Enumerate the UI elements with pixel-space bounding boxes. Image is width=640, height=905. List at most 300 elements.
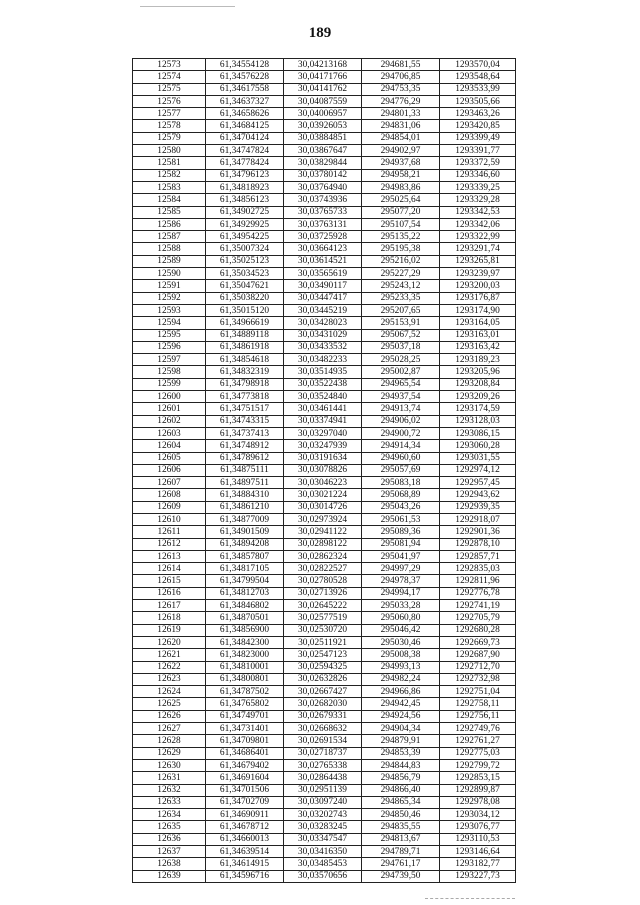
longitude-cell: 30,03725928	[284, 231, 362, 243]
y-coordinate-cell: 1293570,04	[440, 59, 516, 71]
table-row	[133, 587, 516, 599]
x-coordinate-cell: 294753,35	[362, 83, 440, 95]
x-coordinate-cell: 294900,72	[362, 427, 440, 439]
point-number-cell: 12605	[133, 452, 206, 464]
latitude-cell: 61,34817105	[206, 563, 284, 575]
point-number-cell: 12610	[133, 513, 206, 525]
latitude-cell: 61,34842300	[206, 636, 284, 648]
y-coordinate-cell: 1292687,90	[440, 649, 516, 661]
longitude-cell: 30,03297040	[284, 427, 362, 439]
x-coordinate-cell: 295043,26	[362, 501, 440, 513]
y-coordinate-cell: 1293420,85	[440, 120, 516, 132]
x-coordinate-cell: 294879,91	[362, 735, 440, 747]
latitude-cell: 61,34857807	[206, 550, 284, 562]
point-number-cell: 12607	[133, 477, 206, 489]
table-row	[133, 391, 516, 403]
y-coordinate-cell: 1292943,62	[440, 489, 516, 501]
table-row	[133, 145, 516, 157]
point-number-cell: 12593	[133, 304, 206, 316]
table-row	[133, 833, 516, 845]
table-row	[133, 636, 516, 648]
latitude-cell: 61,34731401	[206, 723, 284, 735]
point-number-cell: 12589	[133, 255, 206, 267]
point-number-cell: 12608	[133, 489, 206, 501]
point-number-cell: 12629	[133, 747, 206, 759]
point-number-cell: 12631	[133, 772, 206, 784]
latitude-cell: 61,34749701	[206, 710, 284, 722]
x-coordinate-cell: 294856,79	[362, 772, 440, 784]
table-row	[133, 796, 516, 808]
longitude-cell: 30,03570656	[284, 870, 362, 882]
table-row	[133, 317, 516, 329]
y-coordinate-cell: 1292669,73	[440, 636, 516, 648]
longitude-cell: 30,02511921	[284, 636, 362, 648]
latitude-cell: 61,34875111	[206, 464, 284, 476]
y-coordinate-cell: 1292761,27	[440, 735, 516, 747]
point-number-cell: 12628	[133, 735, 206, 747]
longitude-cell: 30,03763131	[284, 218, 362, 230]
latitude-cell: 61,34748912	[206, 440, 284, 452]
point-number-cell: 12614	[133, 563, 206, 575]
point-number-cell: 12617	[133, 600, 206, 612]
table-row	[133, 440, 516, 452]
x-coordinate-cell: 295028,25	[362, 354, 440, 366]
x-coordinate-cell: 294813,67	[362, 833, 440, 845]
longitude-cell: 30,04006957	[284, 108, 362, 120]
longitude-cell: 30,03428023	[284, 317, 362, 329]
latitude-cell: 61,34823000	[206, 649, 284, 661]
x-coordinate-cell: 294978,37	[362, 575, 440, 587]
point-number-cell: 12590	[133, 268, 206, 280]
table-row	[133, 243, 516, 255]
latitude-cell: 61,34617558	[206, 83, 284, 95]
y-coordinate-cell: 1293163,42	[440, 341, 516, 353]
y-coordinate-cell: 1293533,99	[440, 83, 516, 95]
longitude-cell: 30,03664123	[284, 243, 362, 255]
point-number-cell: 12577	[133, 108, 206, 120]
latitude-cell: 61,34765802	[206, 698, 284, 710]
latitude-cell: 61,34576228	[206, 71, 284, 83]
coordinates-table	[132, 58, 516, 883]
x-coordinate-cell: 295068,89	[362, 489, 440, 501]
latitude-cell: 61,34678712	[206, 821, 284, 833]
table-row	[133, 415, 516, 427]
table-row	[133, 563, 516, 575]
point-number-cell: 12582	[133, 169, 206, 181]
latitude-cell: 61,34789612	[206, 452, 284, 464]
y-coordinate-cell: 1293110,53	[440, 833, 516, 845]
point-number-cell: 12579	[133, 132, 206, 144]
latitude-cell: 61,34660013	[206, 833, 284, 845]
latitude-cell: 61,35047621	[206, 280, 284, 292]
x-coordinate-cell: 295046,42	[362, 624, 440, 636]
latitude-cell: 61,34639514	[206, 846, 284, 858]
y-coordinate-cell: 1293505,66	[440, 95, 516, 107]
longitude-cell: 30,02862324	[284, 550, 362, 562]
x-coordinate-cell: 294902,97	[362, 145, 440, 157]
longitude-cell: 30,03743936	[284, 194, 362, 206]
latitude-cell: 61,35025123	[206, 255, 284, 267]
y-coordinate-cell: 1293399,49	[440, 132, 516, 144]
x-coordinate-cell: 294997,29	[362, 563, 440, 575]
y-coordinate-cell: 1293086,15	[440, 427, 516, 439]
longitude-cell: 30,03247939	[284, 440, 362, 452]
point-number-cell: 12580	[133, 145, 206, 157]
point-number-cell: 12620	[133, 636, 206, 648]
y-coordinate-cell: 1293189,23	[440, 354, 516, 366]
x-coordinate-cell: 295243,12	[362, 280, 440, 292]
y-coordinate-cell: 1292680,28	[440, 624, 516, 636]
latitude-cell: 61,34856900	[206, 624, 284, 636]
x-coordinate-cell: 294853,39	[362, 747, 440, 759]
longitude-cell: 30,04171766	[284, 71, 362, 83]
bottom-rule	[425, 898, 515, 899]
y-coordinate-cell: 1292901,36	[440, 526, 516, 538]
y-coordinate-cell: 1293164,05	[440, 317, 516, 329]
y-coordinate-cell: 1293146,64	[440, 846, 516, 858]
table-row	[133, 366, 516, 378]
longitude-cell: 30,03202743	[284, 809, 362, 821]
y-coordinate-cell: 1293031,55	[440, 452, 516, 464]
table-row	[133, 624, 516, 636]
longitude-cell: 30,02594325	[284, 661, 362, 673]
point-number-cell: 12578	[133, 120, 206, 132]
table-row	[133, 132, 516, 144]
x-coordinate-cell: 294993,13	[362, 661, 440, 673]
longitude-cell: 30,03867647	[284, 145, 362, 157]
latitude-cell: 61,34743315	[206, 415, 284, 427]
table-row	[133, 772, 516, 784]
longitude-cell: 30,02667427	[284, 686, 362, 698]
point-number-cell: 12632	[133, 784, 206, 796]
y-coordinate-cell: 1292749,76	[440, 723, 516, 735]
longitude-cell: 30,02941122	[284, 526, 362, 538]
longitude-cell: 30,03764940	[284, 181, 362, 193]
latitude-cell: 61,34690911	[206, 809, 284, 821]
point-number-cell: 12575	[133, 83, 206, 95]
latitude-cell: 61,34894208	[206, 538, 284, 550]
x-coordinate-cell: 295107,54	[362, 218, 440, 230]
x-coordinate-cell: 294914,34	[362, 440, 440, 452]
y-coordinate-cell: 1293174,59	[440, 403, 516, 415]
coordinates-table-body	[133, 59, 516, 883]
latitude-cell: 61,34861918	[206, 341, 284, 353]
latitude-cell: 61,34954225	[206, 231, 284, 243]
longitude-cell: 30,03490117	[284, 280, 362, 292]
table-row	[133, 649, 516, 661]
table-row	[133, 120, 516, 132]
longitude-cell: 30,04213168	[284, 59, 362, 71]
longitude-cell: 30,03829844	[284, 157, 362, 169]
x-coordinate-cell: 295060,80	[362, 612, 440, 624]
latitude-cell: 61,34861210	[206, 501, 284, 513]
y-coordinate-cell: 1293200,03	[440, 280, 516, 292]
y-coordinate-cell: 1292751,04	[440, 686, 516, 698]
table-row	[133, 600, 516, 612]
table-row	[133, 83, 516, 95]
latitude-cell: 61,35034523	[206, 268, 284, 280]
table-row	[133, 612, 516, 624]
table-row	[133, 169, 516, 181]
table-row	[133, 206, 516, 218]
latitude-cell: 61,35038220	[206, 292, 284, 304]
latitude-cell: 61,34637327	[206, 95, 284, 107]
longitude-cell: 30,02645222	[284, 600, 362, 612]
table-row	[133, 452, 516, 464]
longitude-cell: 30,02668632	[284, 723, 362, 735]
table-row	[133, 378, 516, 390]
latitude-cell: 61,34929925	[206, 218, 284, 230]
latitude-cell: 61,34704124	[206, 132, 284, 144]
point-number-cell: 12596	[133, 341, 206, 353]
x-coordinate-cell: 295008,38	[362, 649, 440, 661]
x-coordinate-cell: 295025,64	[362, 194, 440, 206]
x-coordinate-cell: 294904,34	[362, 723, 440, 735]
x-coordinate-cell: 294924,56	[362, 710, 440, 722]
longitude-cell: 30,03926053	[284, 120, 362, 132]
y-coordinate-cell: 1293205,96	[440, 366, 516, 378]
longitude-cell: 30,04141762	[284, 83, 362, 95]
latitude-cell: 61,34773818	[206, 391, 284, 403]
x-coordinate-cell: 295207,65	[362, 304, 440, 316]
latitude-cell: 61,34901509	[206, 526, 284, 538]
y-coordinate-cell: 1293209,26	[440, 391, 516, 403]
y-coordinate-cell: 1293265,81	[440, 255, 516, 267]
x-coordinate-cell: 294776,29	[362, 95, 440, 107]
table-row	[133, 710, 516, 722]
latitude-cell: 61,34778424	[206, 157, 284, 169]
point-number-cell: 12638	[133, 858, 206, 870]
x-coordinate-cell: 295041,97	[362, 550, 440, 562]
x-coordinate-cell: 294835,55	[362, 821, 440, 833]
table-row	[133, 157, 516, 169]
longitude-cell: 30,03014726	[284, 501, 362, 513]
table-row	[133, 181, 516, 193]
x-coordinate-cell: 295083,18	[362, 477, 440, 489]
y-coordinate-cell: 1292758,11	[440, 698, 516, 710]
point-number-cell: 12573	[133, 59, 206, 71]
y-coordinate-cell: 1292835,03	[440, 563, 516, 575]
x-coordinate-cell: 294965,54	[362, 378, 440, 390]
longitude-cell: 30,03780142	[284, 169, 362, 181]
y-coordinate-cell: 1292776,78	[440, 587, 516, 599]
point-number-cell: 12588	[133, 243, 206, 255]
table-row	[133, 686, 516, 698]
y-coordinate-cell: 1292853,15	[440, 772, 516, 784]
longitude-cell: 30,03433532	[284, 341, 362, 353]
y-coordinate-cell: 1293227,73	[440, 870, 516, 882]
x-coordinate-cell: 294966,86	[362, 686, 440, 698]
point-number-cell: 12622	[133, 661, 206, 673]
latitude-cell: 61,34818923	[206, 181, 284, 193]
latitude-cell: 61,35015120	[206, 304, 284, 316]
point-number-cell: 12627	[133, 723, 206, 735]
table-row	[133, 329, 516, 341]
table-row	[133, 698, 516, 710]
longitude-cell: 30,03514935	[284, 366, 362, 378]
table-row	[133, 280, 516, 292]
x-coordinate-cell: 294994,17	[362, 587, 440, 599]
table-row	[133, 59, 516, 71]
x-coordinate-cell: 295030,46	[362, 636, 440, 648]
x-coordinate-cell: 295061,53	[362, 513, 440, 525]
point-number-cell: 12591	[133, 280, 206, 292]
x-coordinate-cell: 295135,22	[362, 231, 440, 243]
point-number-cell: 12602	[133, 415, 206, 427]
latitude-cell: 61,34812703	[206, 587, 284, 599]
longitude-cell: 30,03765733	[284, 206, 362, 218]
x-coordinate-cell: 294983,86	[362, 181, 440, 193]
longitude-cell: 30,02713926	[284, 587, 362, 599]
longitude-cell: 30,03374941	[284, 415, 362, 427]
y-coordinate-cell: 1292811,96	[440, 575, 516, 587]
latitude-cell: 61,34737413	[206, 427, 284, 439]
y-coordinate-cell: 1293463,26	[440, 108, 516, 120]
latitude-cell: 61,34658626	[206, 108, 284, 120]
x-coordinate-cell: 294789,71	[362, 846, 440, 858]
table-row	[133, 870, 516, 882]
longitude-cell: 30,03614521	[284, 255, 362, 267]
longitude-cell: 30,03347547	[284, 833, 362, 845]
point-number-cell: 12599	[133, 378, 206, 390]
longitude-cell: 30,02973924	[284, 513, 362, 525]
x-coordinate-cell: 294844,83	[362, 759, 440, 771]
y-coordinate-cell: 1293182,77	[440, 858, 516, 870]
x-coordinate-cell: 294801,33	[362, 108, 440, 120]
latitude-cell: 61,34702709	[206, 796, 284, 808]
table-row	[133, 268, 516, 280]
longitude-cell: 30,02682030	[284, 698, 362, 710]
longitude-cell: 30,02679331	[284, 710, 362, 722]
table-row	[133, 673, 516, 685]
latitude-cell: 61,34747824	[206, 145, 284, 157]
y-coordinate-cell: 1292705,79	[440, 612, 516, 624]
y-coordinate-cell: 1293548,64	[440, 71, 516, 83]
table-row	[133, 464, 516, 476]
y-coordinate-cell: 1292712,70	[440, 661, 516, 673]
longitude-cell: 30,02718737	[284, 747, 362, 759]
latitude-cell: 61,34798918	[206, 378, 284, 390]
latitude-cell: 61,34854618	[206, 354, 284, 366]
point-number-cell: 12598	[133, 366, 206, 378]
latitude-cell: 61,34877009	[206, 513, 284, 525]
table-row	[133, 747, 516, 759]
longitude-cell: 30,03884851	[284, 132, 362, 144]
longitude-cell: 30,02691534	[284, 735, 362, 747]
y-coordinate-cell: 1293391,77	[440, 145, 516, 157]
latitude-cell: 61,34902725	[206, 206, 284, 218]
table-row	[133, 723, 516, 735]
point-number-cell: 12615	[133, 575, 206, 587]
x-coordinate-cell: 294850,46	[362, 809, 440, 821]
table-row	[133, 304, 516, 316]
point-number-cell: 12586	[133, 218, 206, 230]
point-number-cell: 12612	[133, 538, 206, 550]
x-coordinate-cell: 295216,02	[362, 255, 440, 267]
point-number-cell: 12630	[133, 759, 206, 771]
table-row	[133, 403, 516, 415]
longitude-cell: 30,04087559	[284, 95, 362, 107]
y-coordinate-cell: 1292775,03	[440, 747, 516, 759]
longitude-cell: 30,03482233	[284, 354, 362, 366]
longitude-cell: 30,03445219	[284, 304, 362, 316]
y-coordinate-cell: 1292974,12	[440, 464, 516, 476]
longitude-cell: 30,03565619	[284, 268, 362, 280]
point-number-cell: 12574	[133, 71, 206, 83]
longitude-cell: 30,02951139	[284, 784, 362, 796]
longitude-cell: 30,02822527	[284, 563, 362, 575]
table-row	[133, 575, 516, 587]
point-number-cell: 12634	[133, 809, 206, 821]
point-number-cell: 12576	[133, 95, 206, 107]
point-number-cell: 12626	[133, 710, 206, 722]
longitude-cell: 30,02632826	[284, 673, 362, 685]
table-row	[133, 661, 516, 673]
latitude-cell: 61,34709801	[206, 735, 284, 747]
x-coordinate-cell: 294739,50	[362, 870, 440, 882]
y-coordinate-cell: 1293342,53	[440, 206, 516, 218]
table-row	[133, 526, 516, 538]
table-row	[133, 341, 516, 353]
table-row	[133, 354, 516, 366]
y-coordinate-cell: 1292857,71	[440, 550, 516, 562]
latitude-cell: 61,35007324	[206, 243, 284, 255]
point-number-cell: 12616	[133, 587, 206, 599]
latitude-cell: 61,34751517	[206, 403, 284, 415]
longitude-cell: 30,03283245	[284, 821, 362, 833]
point-number-cell: 12636	[133, 833, 206, 845]
point-number-cell: 12595	[133, 329, 206, 341]
latitude-cell: 61,34897511	[206, 477, 284, 489]
x-coordinate-cell: 294960,60	[362, 452, 440, 464]
y-coordinate-cell: 1292732,98	[440, 673, 516, 685]
y-coordinate-cell: 1292918,07	[440, 513, 516, 525]
y-coordinate-cell: 1293339,25	[440, 181, 516, 193]
table-row	[133, 846, 516, 858]
point-number-cell: 12604	[133, 440, 206, 452]
x-coordinate-cell: 295153,91	[362, 317, 440, 329]
x-coordinate-cell: 295077,20	[362, 206, 440, 218]
latitude-cell: 61,34810001	[206, 661, 284, 673]
point-number-cell: 12618	[133, 612, 206, 624]
longitude-cell: 30,02780528	[284, 575, 362, 587]
y-coordinate-cell: 1293372,59	[440, 157, 516, 169]
longitude-cell: 30,03078826	[284, 464, 362, 476]
y-coordinate-cell: 1293034,12	[440, 809, 516, 821]
top-rule	[140, 6, 235, 7]
y-coordinate-cell: 1293128,03	[440, 415, 516, 427]
x-coordinate-cell: 294906,02	[362, 415, 440, 427]
x-coordinate-cell: 294982,24	[362, 673, 440, 685]
point-number-cell: 12594	[133, 317, 206, 329]
x-coordinate-cell: 294831,06	[362, 120, 440, 132]
table-row	[133, 427, 516, 439]
latitude-cell: 61,34889118	[206, 329, 284, 341]
point-number-cell: 12621	[133, 649, 206, 661]
y-coordinate-cell: 1292899,87	[440, 784, 516, 796]
point-number-cell: 12592	[133, 292, 206, 304]
y-coordinate-cell: 1293208,84	[440, 378, 516, 390]
x-coordinate-cell: 294761,17	[362, 858, 440, 870]
latitude-cell: 61,34796123	[206, 169, 284, 181]
longitude-cell: 30,03447417	[284, 292, 362, 304]
point-number-cell: 12587	[133, 231, 206, 243]
latitude-cell: 61,34870501	[206, 612, 284, 624]
x-coordinate-cell: 295195,38	[362, 243, 440, 255]
x-coordinate-cell: 294854,01	[362, 132, 440, 144]
table-row	[133, 477, 516, 489]
x-coordinate-cell: 295227,29	[362, 268, 440, 280]
